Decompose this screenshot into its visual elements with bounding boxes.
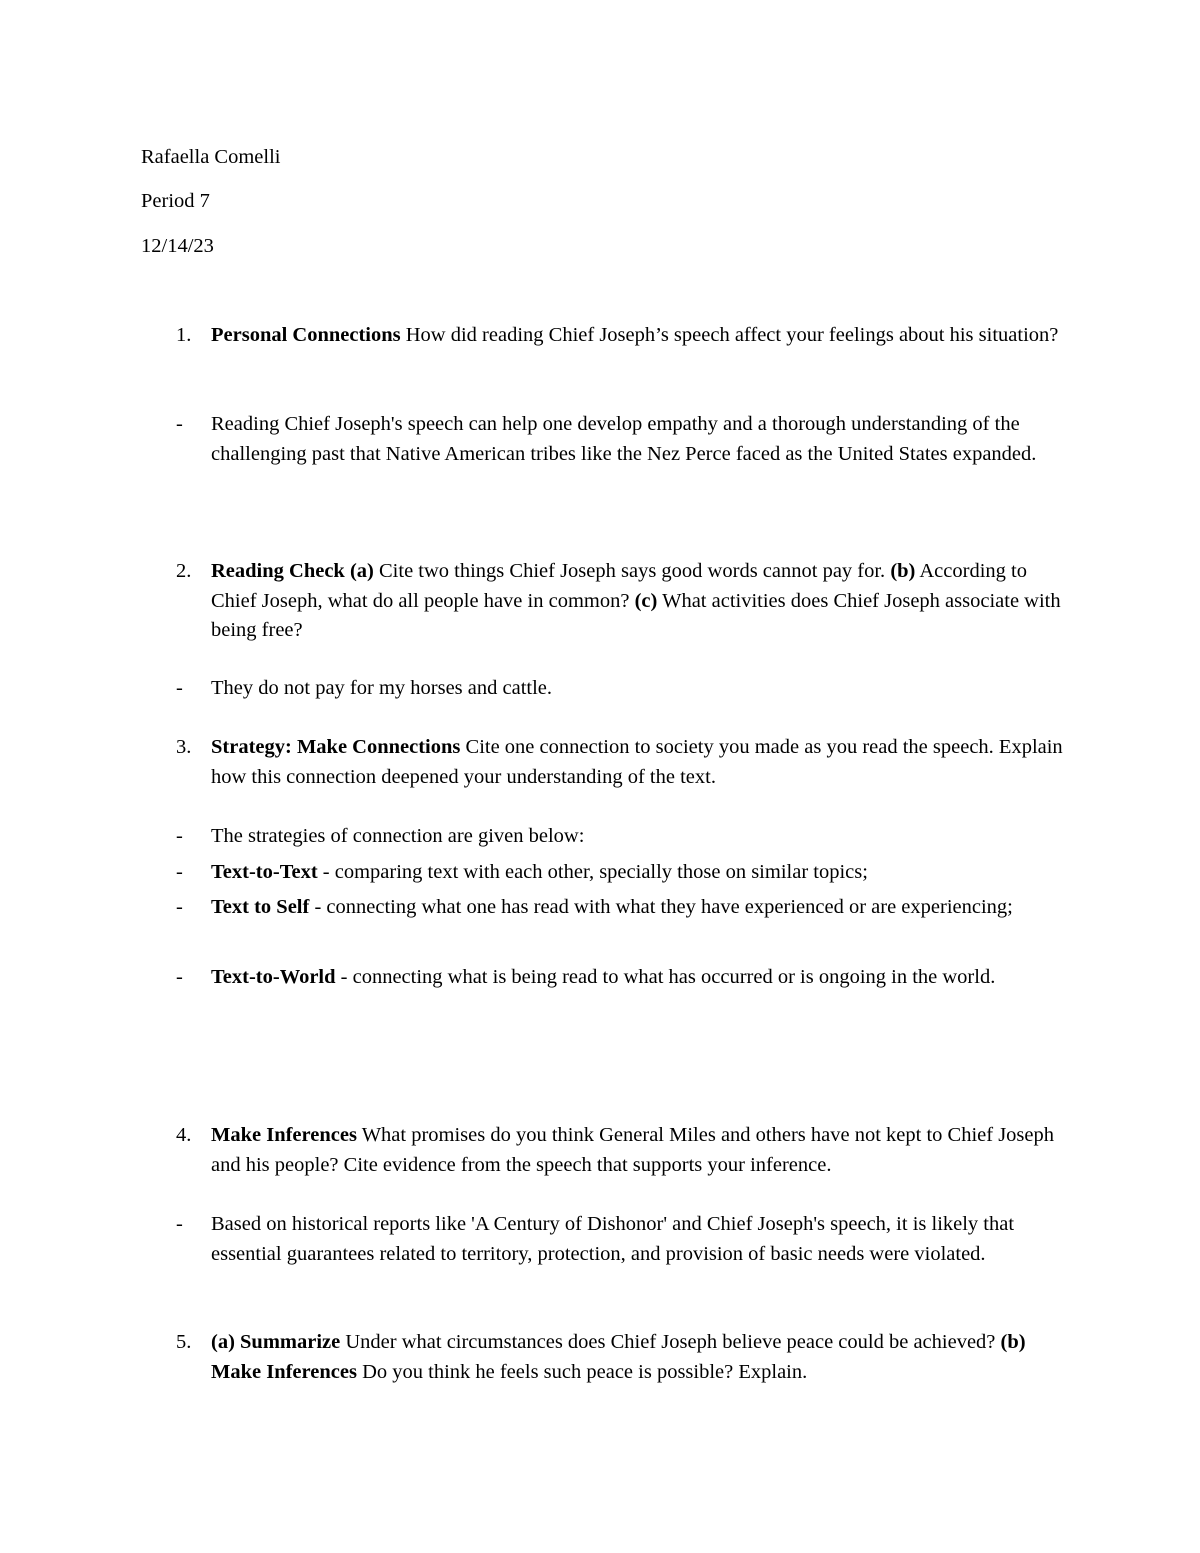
question-text xyxy=(211,733,1076,792)
question-text xyxy=(211,557,1076,646)
question-text xyxy=(211,321,1076,351)
question-3 xyxy=(176,733,1076,792)
question-4 xyxy=(176,1121,1076,1180)
answer-4 xyxy=(176,1210,1076,1269)
answer-3-text-to-world xyxy=(176,960,1076,995)
part-a-prompt: Under what circumstances does Chief Joseph believe peace could be achieved? xyxy=(340,1331,1001,1353)
question-number: 5. xyxy=(176,1331,192,1353)
strategy-definition: - connecting what one has read with what they have experienced or are experiencing; xyxy=(309,896,1013,918)
part-c-prompt: What activities does Chief Joseph associate with being free? xyxy=(211,589,1061,641)
question-prompt: What promises do you think General Miles and others have not kept to Chief Joseph and his people? Cite evidence from the speech that supports your inference. xyxy=(211,1124,1054,1176)
student-name: Rafaella Comelli xyxy=(141,146,281,168)
question-prompt: Cite one connection to society you made as you read the speech. Explain how this connection deepened your understanding of the text. xyxy=(211,736,1063,788)
answer-text: Based on historical reports like 'A Century of Dishonor' and Chief Joseph's speech, it is likely that essential guarantees related to territory, protection, and provision of basic needs were violated. xyxy=(211,1213,1015,1265)
question-text xyxy=(211,1121,1076,1180)
question-number: 4. xyxy=(176,1124,192,1146)
part-b-prompt: Do you think he feels such peace is possible? Explain. xyxy=(356,1360,808,1383)
question-5 xyxy=(176,1328,1076,1387)
answer-3-intro xyxy=(176,822,1076,852)
dash-bullet: - xyxy=(176,1213,183,1235)
answer-1 xyxy=(176,410,1076,469)
part-label-a: (a) Summarize xyxy=(211,1331,341,1353)
strategy-definition: - comparing text with each other, specially those on similar topics; xyxy=(317,861,868,883)
question-heading: Strategy: Make Connections xyxy=(211,736,461,758)
question-text xyxy=(211,1328,1076,1387)
question-prompt: How did reading Chief Joseph’s speech affect your feelings about his situation? xyxy=(400,324,1059,346)
answer-2 xyxy=(176,674,1076,704)
dash-bullet: - xyxy=(176,825,183,847)
part-b-prompt: According to Chief Joseph, what do all people have in common? xyxy=(211,560,1027,612)
answer-3-text-to-self xyxy=(176,890,1076,925)
question-heading: Make Inferences xyxy=(211,1124,357,1146)
dash-bullet: - xyxy=(176,966,183,988)
dash-bullet: - xyxy=(176,896,183,918)
dash-bullet: - xyxy=(176,413,183,435)
class-period: Period 7 xyxy=(141,190,210,212)
answer-text: Reading Chief Joseph's speech can help one develop empathy and a thorough understanding of the challenging past that Native American tribes like the Nez Perce faced as the United States expanded. xyxy=(211,413,1037,465)
question-heading: Reading Check xyxy=(211,560,345,582)
answer-text xyxy=(211,960,1076,995)
question-number: 1. xyxy=(176,324,192,346)
question-1 xyxy=(176,321,1076,351)
question-heading: Personal Connections xyxy=(211,324,401,346)
question-number: 3. xyxy=(176,736,192,758)
part-label-c: (c) xyxy=(634,589,658,612)
part-label-a: (a) xyxy=(349,560,374,582)
document-date: 12/14/23 xyxy=(141,235,214,257)
part-a-prompt: Cite two things Chief Joseph says good words cannot pay for. xyxy=(373,560,891,582)
strategy-term: Text-to-World xyxy=(211,966,336,988)
part-label-b: (b) xyxy=(890,560,916,582)
answer-text: They do not pay for my horses and cattle. xyxy=(211,677,553,699)
answer-3-text-to-text xyxy=(176,855,1076,890)
dash-bullet: - xyxy=(176,677,183,699)
answer-text xyxy=(211,855,1076,890)
question-2 xyxy=(176,557,1076,646)
answer-text: The strategies of connection are given below: xyxy=(211,825,585,847)
strategy-definition: - connecting what is being read to what has occurred or is ongoing in the world. xyxy=(335,966,996,988)
question-number: 2. xyxy=(176,560,192,582)
answer-text xyxy=(211,890,1076,925)
strategy-term: Text-to-Text xyxy=(211,861,318,883)
part-label-b: (b) Make Inferences xyxy=(211,1331,1026,1383)
strategy-term: Text to Self xyxy=(211,896,310,918)
dash-bullet: - xyxy=(176,861,183,883)
